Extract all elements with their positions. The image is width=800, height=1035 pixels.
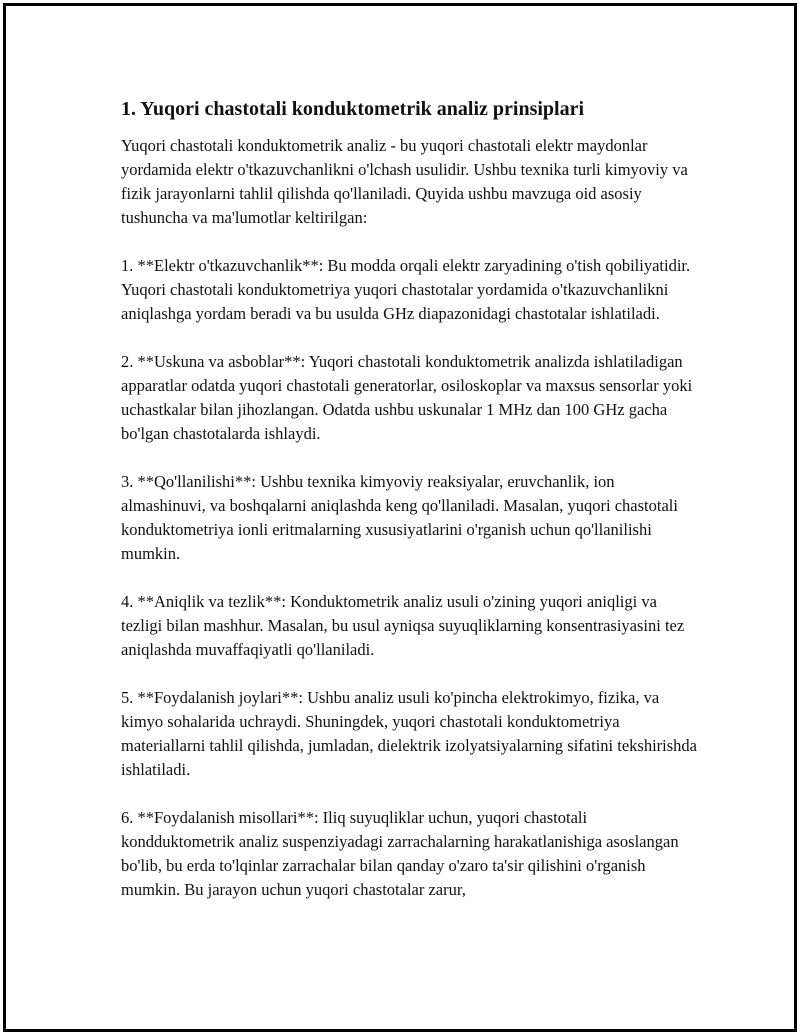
paragraph-usage-examples: 6. **Foydalanish misollari**: Iliq suyuqliklar uchun, yuqori chastotali kondduktometrik analiz suspenziyadagi zarrachalarning harakatlanishiga asoslangan bo'lib, bu erda to'lqinlar zarrachalar bilan qanday o'zaro ta'sir qilishini o'rganish mumkin. Bu jarayon uchun yuqori chastotalar zarur,: [121, 808, 679, 899]
paragraph-equipment: 2. **Uskuna va asboblar**: Yuqori chastotali konduktometrik analizda ishlatiladigan apparatlar odatda yuqori chastotali generatorlar, osiloskoplar va maxsus sensorlar yoki uchastkalar bilan jihozlangan. Odatda ushbu uskunalar 1 MHz dan 100 GHz gacha bo'lgan chastotalarda ishlaydi.: [121, 352, 693, 443]
paragraph-accuracy: 4. **Aniqlik va tezlik**: Konduktometrik analiz usuli o'zining yuqori aniqligi va tezligi bilan mashhur. Masalan, bu usul ayniqsa suyuqliklarning konsentrasiyasini tez aniqlashda muvaffaqiyatli qo'llaniladi.: [121, 592, 685, 659]
document-page: [3, 3, 797, 1032]
section-title: 1. Yuqori chastotali konduktometrik analiz prinsiplari: [121, 98, 585, 120]
paragraph-usage-areas: 5. **Foydalanish joylari**: Ushbu analiz usuli ko'pincha elektrokimyo, fizika, va kimyo sohalarida uchraydi. Shuningdek, yuqori chastotali konduktometriya materiallarni tahlil qilishda, jumladan, dielektrik izolyatsiyalarning sifatini tekshirishda ishlatiladi.: [121, 688, 697, 779]
paragraph-applications: 3. **Qo'llanilishi**: Ushbu texnika kimyoviy reaksiyalar, eruvchanlik, ion almashinuvi, va boshqalarni aniqlashda keng qo'llaniladi. Masalan, yuqori chastotali konduktometriya ionli eritmalarning xususiyatlarini o'rganish uchun qo'llanilishi mumkin.: [121, 472, 678, 563]
paragraph-conductivity: 1. **Elektr o'tkazuvchanlik**: Bu modda orqali elektr zaryadining o'tish qobiliyatidir. Yuqori chastotali konduktometriya yuqori chastotalar yordamida o'tkazuvchanlikni aniqlashga yordam beradi va bu usulda GHz diapazonidagi chastotalar ishlatiladi.: [121, 256, 691, 323]
document-body: [121, 96, 701, 926]
intro-paragraph: Yuqori chastotali konduktometrik analiz - bu yuqori chastotali elektr maydonlar yordamida elektr o'tkazuvchanlikni o'lchash usulidir. Ushbu texnika turli kimyoviy va fizik jarayonlarni tahlil qilishda qo'llaniladi. Quyida ushbu mavzuga oid asosiy tushuncha va ma'lumotlar keltirilgan:: [121, 136, 688, 227]
